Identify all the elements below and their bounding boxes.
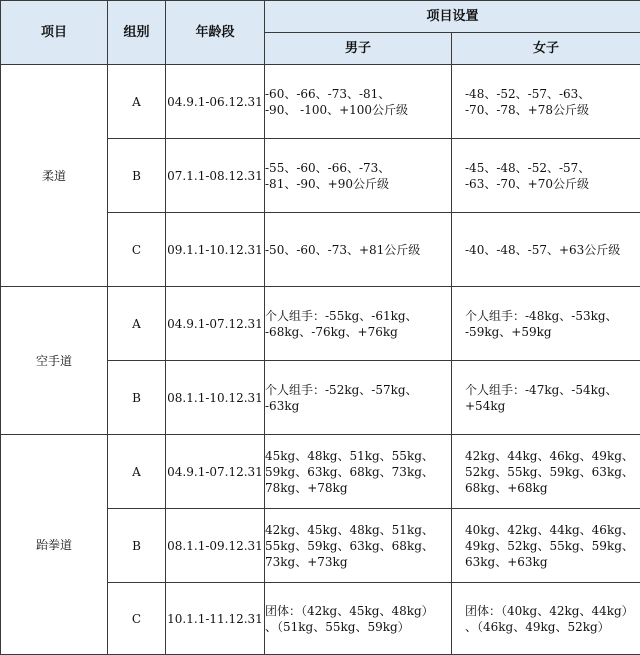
group-cell: A [108,287,166,361]
age-cell: 04.9.1-06.12.31 [166,65,265,139]
header-settings: 项目设置 [265,1,640,33]
group-cell: C [108,583,166,655]
male-events-cell [265,583,452,655]
male-events-cell [265,287,452,361]
group-cell: C [108,213,166,287]
female-events-cell [452,509,640,583]
event-line: 49kg、52kg、55kg、59kg、 [465,538,640,554]
sport-name-judo: 柔道 [1,65,108,287]
male-events-cell [265,213,452,287]
table-row [1,287,640,361]
age-cell: 08.1.1-09.12.31 [166,509,265,583]
event-line: 个人组手：-52kg、-57kg、 [265,382,451,398]
event-line: -59kg、+59kg [465,324,640,340]
event-line: -48、-52、-57、-63、 [465,86,640,102]
event-line: 、（51kg、55kg、59kg） [265,619,451,635]
event-line: 42kg、44kg、46kg、49kg、 [465,448,640,464]
male-events-cell [265,435,452,509]
male-events-cell [265,139,452,213]
event-line: -81、-90、+90公斤级 [265,176,451,192]
header-age: 年龄段 [166,1,265,65]
event-line: 45kg、48kg、51kg、55kg、 [265,448,451,464]
event-line: -45、-48、-52、-57、 [465,160,640,176]
event-line: 个人组手：-55kg、-61kg、 [265,308,451,324]
event-line: 团体：（42kg、45kg、48kg） [265,603,451,619]
group-cell: A [108,435,166,509]
event-line: -55、-60、-66、-73、 [265,160,451,176]
female-events-cell [452,213,640,287]
event-line: -90、 -100、+100公斤级 [265,102,451,118]
age-cell: 08.1.1-10.12.31 [166,361,265,435]
female-events-cell [452,139,640,213]
event-line: 59kg、63kg、68kg、73kg、 [265,464,451,480]
group-cell: A [108,65,166,139]
header-male: 男子 [265,33,452,65]
age-cell: 10.1.1-11.12.31 [166,583,265,655]
event-line: 42kg、45kg、48kg、51kg、 [265,522,451,538]
event-line: -50、-60、-73、+81公斤级 [265,242,451,258]
sport-name-taekwondo: 跆拳道 [1,435,108,655]
age-cell: 04.9.1-07.12.31 [166,287,265,361]
male-events-cell [265,509,452,583]
event-line: -70、-78、+78公斤级 [465,102,640,118]
group-cell: B [108,139,166,213]
event-line: 78kg、+78kg [265,480,451,496]
header-project: 项目 [1,1,108,65]
female-events-cell [452,287,640,361]
table-row [1,435,640,509]
event-line: 52kg、55kg、59kg、63kg、 [465,464,640,480]
group-cell: B [108,361,166,435]
event-line: -40、-48、-57、+63公斤级 [465,242,640,258]
header-female: 女子 [452,33,640,65]
age-cell: 04.9.1-07.12.31 [166,435,265,509]
event-line: 个人组手：-48kg、-53kg、 [465,308,640,324]
event-line: -63、-70、+70公斤级 [465,176,640,192]
event-line: 73kg、+73kg [265,554,451,570]
event-line: 团体：（40kg、42kg、44kg） [465,603,640,619]
event-line: 63kg、+63kg [465,554,640,570]
male-events-cell [265,65,452,139]
event-line: 40kg、42kg、44kg、46kg、 [465,522,640,538]
female-events-cell [452,361,640,435]
female-events-cell [452,65,640,139]
age-cell: 07.1.1-08.12.31 [166,139,265,213]
group-cell: B [108,509,166,583]
table-row [1,65,640,139]
event-line: -60、-66、-73、-81、 [265,86,451,102]
age-cell: 09.1.1-10.12.31 [166,213,265,287]
header-group: 组别 [108,1,166,65]
event-line: -63kg [265,398,451,414]
female-events-cell [452,435,640,509]
event-line: 55kg、59kg、63kg、68kg、 [265,538,451,554]
event-line: 68kg、+68kg [465,480,640,496]
event-line: 个人组手：-47kg、-54kg、 [465,382,640,398]
sport-name-karate: 空手道 [1,287,108,435]
male-events-cell [265,361,452,435]
event-line: -68kg、-76kg、+76kg [265,324,451,340]
event-line: +54kg [465,398,640,414]
female-events-cell [452,583,640,655]
event-line: 、（46kg、49kg、52kg） [465,619,640,635]
